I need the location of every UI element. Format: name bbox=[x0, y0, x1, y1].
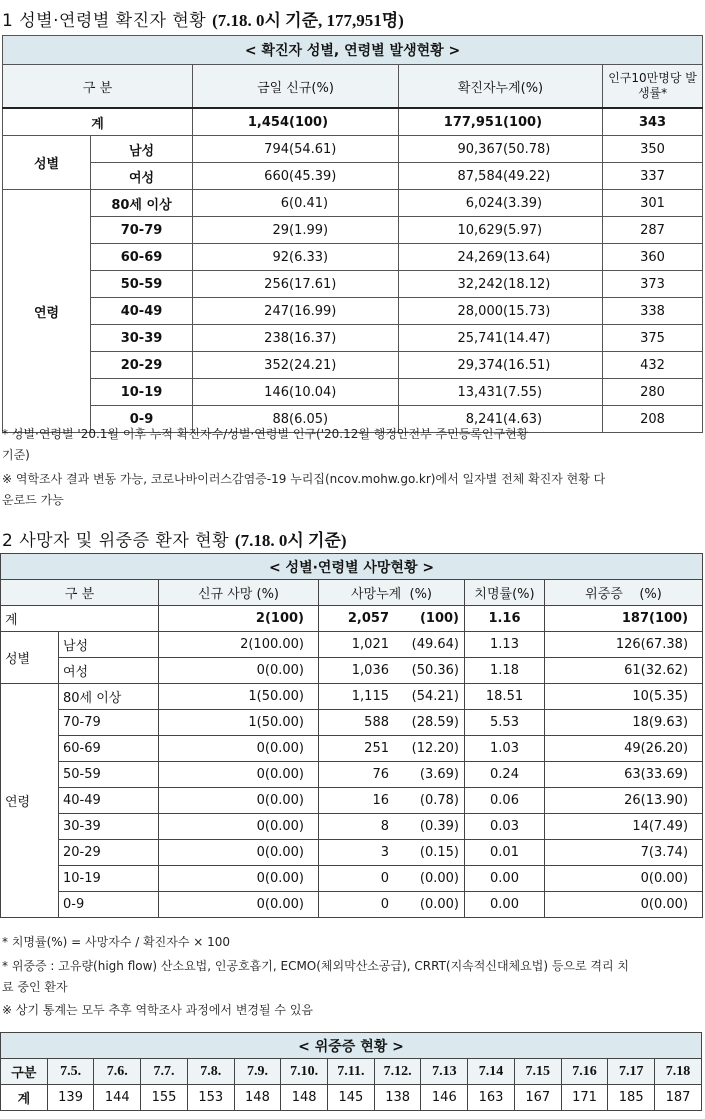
cumulative-deaths-value: 0 bbox=[380, 871, 389, 886]
critical-count-cell: 145 bbox=[328, 1085, 375, 1111]
table-row bbox=[3, 379, 703, 406]
row-label: 60-69 bbox=[91, 244, 193, 271]
date-header-cell: 7.12. bbox=[374, 1059, 421, 1085]
critical-count-cell: 187 bbox=[655, 1085, 702, 1111]
table-row bbox=[3, 136, 703, 163]
new-cases-value: 6 bbox=[280, 195, 289, 211]
new-cases-value: 146 bbox=[264, 384, 289, 400]
date-header-cell: 7.11. bbox=[328, 1059, 375, 1085]
new-cases-cell bbox=[193, 379, 399, 406]
rate-cell: 338 bbox=[603, 298, 703, 325]
cumulative-pct: (16.51) bbox=[503, 357, 551, 373]
fatality-cell: 0.00 bbox=[465, 892, 545, 918]
row-label: 10-19 bbox=[59, 866, 159, 892]
cumulative-deaths-cell bbox=[319, 658, 465, 684]
critical-cell: 61(32.62) bbox=[545, 658, 703, 684]
cumulative-deaths-pct: (0.39) bbox=[419, 819, 459, 834]
new-deaths-cell: 0(0.00) bbox=[159, 840, 319, 866]
cumulative-deaths-value: 0 bbox=[380, 897, 389, 912]
cumulative-deaths-cell bbox=[319, 840, 465, 866]
new-deaths-cell: 0(0.00) bbox=[159, 866, 319, 892]
date-header-cell: 7.14 bbox=[468, 1059, 515, 1085]
row-label: 0-9 bbox=[91, 406, 193, 433]
cumulative-value: 87,584 bbox=[457, 168, 503, 184]
new-cases-pct: (6.33) bbox=[289, 249, 329, 265]
new-cases-pct: (54.61) bbox=[289, 141, 337, 157]
date-header-cell: 7.9. bbox=[234, 1059, 281, 1085]
cumulative-deaths-pct: (0.78) bbox=[419, 793, 459, 808]
new-cases-cell bbox=[193, 271, 399, 298]
cumulative-value: 13,431 bbox=[457, 384, 503, 400]
table-row bbox=[1, 814, 703, 840]
rate-cell: 375 bbox=[603, 325, 703, 352]
new-deaths-cell: 0(0.00) bbox=[159, 762, 319, 788]
table-caption: < 확진자 성별, 연령별 발생현황 > bbox=[3, 36, 703, 65]
critical-count-cell: 153 bbox=[187, 1085, 234, 1111]
new-deaths-cell: 1(50.00) bbox=[159, 684, 319, 710]
cumulative-deaths-pct: (0.15) bbox=[419, 845, 459, 860]
cumulative-deaths-cell bbox=[319, 892, 465, 918]
table-row bbox=[3, 108, 703, 136]
cumulative-deaths-cell bbox=[319, 632, 465, 658]
cumulative-cell bbox=[399, 163, 603, 190]
new-cases-pct: (16.99) bbox=[289, 303, 337, 319]
row-label: 70-79 bbox=[91, 217, 193, 244]
table-row bbox=[1, 632, 703, 658]
table-caption: < 위중증 현황 > bbox=[1, 1033, 702, 1059]
rate-cell: 360 bbox=[603, 244, 703, 271]
header-cell: 신규 사망 (%) bbox=[159, 580, 319, 606]
section1-notes bbox=[2, 424, 605, 511]
table-row bbox=[1, 866, 703, 892]
cumulative-deaths-value: 588 bbox=[364, 715, 389, 730]
cumulative-deaths-value: 16 bbox=[372, 793, 389, 808]
cumulative-cell bbox=[399, 271, 603, 298]
fatality-cell: 1.16 bbox=[465, 606, 545, 632]
new-cases-pct: (0.41) bbox=[289, 195, 329, 211]
cumulative-pct: (100) bbox=[503, 114, 543, 130]
cumulative-deaths-cell bbox=[319, 710, 465, 736]
table-row bbox=[1, 684, 703, 710]
new-deaths-cell: 0(0.00) bbox=[159, 892, 319, 918]
new-cases-cell bbox=[193, 190, 399, 217]
critical-count-cell: 139 bbox=[47, 1085, 94, 1111]
table-row bbox=[3, 190, 703, 217]
row-label: 30-39 bbox=[59, 814, 159, 840]
critical-count-cell: 148 bbox=[234, 1085, 281, 1111]
cumulative-cell bbox=[399, 108, 603, 136]
critical-cell: 63(33.69) bbox=[545, 762, 703, 788]
row-label: 70-79 bbox=[59, 710, 159, 736]
header-cell: 확진자누계(%) bbox=[399, 65, 603, 109]
date-header-cell: 7.5. bbox=[47, 1059, 94, 1085]
new-cases-cell bbox=[193, 298, 399, 325]
note-line: * 성별·연령별 '20.1월 이후 누적 확진자수/성별·연령별 인구('20.12월 행정안전부 주민등록인구현황 bbox=[2, 427, 529, 441]
cumulative-deaths-cell bbox=[319, 762, 465, 788]
cumulative-value: 90,367 bbox=[457, 141, 503, 157]
fatality-cell: 1.18 bbox=[465, 658, 545, 684]
row-label: 40-49 bbox=[59, 788, 159, 814]
new-cases-pct: (1.99) bbox=[289, 222, 329, 238]
new-cases-value: 92 bbox=[272, 249, 289, 265]
row-label: 계 bbox=[1, 1085, 48, 1111]
critical-cell: 10(5.35) bbox=[545, 684, 703, 710]
critical-count-cell: 146 bbox=[421, 1085, 468, 1111]
new-cases-cell bbox=[193, 217, 399, 244]
new-deaths-cell: 0(0.00) bbox=[159, 814, 319, 840]
date-header-cell: 7.15 bbox=[514, 1059, 561, 1085]
table-row bbox=[3, 244, 703, 271]
cumulative-deaths-cell bbox=[319, 606, 465, 632]
date-header-cell: 7.7. bbox=[141, 1059, 188, 1085]
row-label: 60-69 bbox=[59, 736, 159, 762]
cumulative-deaths-pct: (54.21) bbox=[411, 689, 459, 704]
new-cases-cell bbox=[193, 163, 399, 190]
cumulative-pct: (14.47) bbox=[503, 330, 551, 346]
cumulative-value: 10,629 bbox=[457, 222, 503, 238]
note-line: * 위중증 : 고유량(high flow) 산소요법, 인공호흡기, ECMO(체외막산소공급), CRRT(지속적신대체요법) 등으로 격리 치 bbox=[2, 959, 629, 973]
table-caption: < 성별·연령별 사망현황 > bbox=[1, 554, 703, 580]
rate-cell: 373 bbox=[603, 271, 703, 298]
new-cases-pct: (17.61) bbox=[289, 276, 337, 292]
cumulative-deaths-pct: (3.69) bbox=[419, 767, 459, 782]
row-label: 계 bbox=[3, 108, 193, 136]
critical-cell: 126(67.38) bbox=[545, 632, 703, 658]
table-caption-row bbox=[1, 554, 703, 580]
cumulative-value: 6,024 bbox=[465, 195, 503, 211]
note-line: 기준) bbox=[2, 448, 30, 462]
confirmed-cases-table bbox=[2, 35, 703, 433]
cumulative-deaths-value: 3 bbox=[380, 845, 389, 860]
section2-subtitle: (7.18. 0시 기준) bbox=[234, 531, 347, 550]
cumulative-deaths-pct: (50.36) bbox=[411, 663, 459, 678]
critical-cell: 14(7.49) bbox=[545, 814, 703, 840]
section2-notes bbox=[2, 932, 629, 1021]
critical-cell: 187(100) bbox=[545, 606, 703, 632]
table-row bbox=[1, 736, 703, 762]
date-header-cell: 7.10. bbox=[281, 1059, 328, 1085]
table-row bbox=[3, 352, 703, 379]
row-label: 20-29 bbox=[59, 840, 159, 866]
cumulative-value: 28,000 bbox=[457, 303, 503, 319]
header-cell: 구 분 bbox=[1, 580, 159, 606]
cumulative-pct: (4.63) bbox=[503, 411, 543, 427]
cumulative-deaths-value: 251 bbox=[364, 741, 389, 756]
new-deaths-cell: 0(0.00) bbox=[159, 658, 319, 684]
cumulative-deaths-pct: (0.00) bbox=[419, 897, 459, 912]
row-label: 30-39 bbox=[91, 325, 193, 352]
table-row bbox=[1, 840, 703, 866]
cumulative-deaths-value: 1,036 bbox=[351, 663, 389, 678]
rate-cell: 208 bbox=[603, 406, 703, 433]
fatality-cell: 1.13 bbox=[465, 632, 545, 658]
cumulative-cell bbox=[399, 190, 603, 217]
date-header-cell: 7.8. bbox=[187, 1059, 234, 1085]
deaths-table bbox=[0, 553, 703, 918]
cumulative-value: 177,951 bbox=[443, 114, 503, 130]
row-label: 50-59 bbox=[59, 762, 159, 788]
group-label: 성별 bbox=[1, 632, 59, 684]
note-line: 료 중인 환자 bbox=[2, 980, 68, 994]
header-cell: 치명률(%) bbox=[465, 580, 545, 606]
critical-cell: 7(3.74) bbox=[545, 840, 703, 866]
new-deaths-cell: 0(0.00) bbox=[159, 788, 319, 814]
new-cases-pct: (10.04) bbox=[289, 384, 337, 400]
table-row bbox=[1, 710, 703, 736]
cumulative-deaths-cell bbox=[319, 788, 465, 814]
rate-cell: 350 bbox=[603, 136, 703, 163]
header-cell: 인구10만명당 발생률* bbox=[603, 65, 703, 109]
critical-count-cell: 167 bbox=[514, 1085, 561, 1111]
table-caption-row bbox=[1, 1033, 702, 1059]
row-label: 20-29 bbox=[91, 352, 193, 379]
section1-title: 성별·연령별 확진자 현황 bbox=[19, 11, 207, 31]
new-cases-value: 794 bbox=[264, 141, 289, 157]
table-row bbox=[3, 325, 703, 352]
section2-number: 2 bbox=[2, 531, 14, 551]
row-label: 여성 bbox=[91, 163, 193, 190]
cumulative-deaths-pct: (49.64) bbox=[411, 637, 459, 652]
header-cell: 구 분 bbox=[3, 65, 193, 109]
section1-heading bbox=[2, 6, 404, 31]
cumulative-value: 24,269 bbox=[457, 249, 503, 265]
rate-cell: 287 bbox=[603, 217, 703, 244]
date-header-cell: 7.6. bbox=[94, 1059, 141, 1085]
new-cases-cell bbox=[193, 325, 399, 352]
date-header-cell: 7.17 bbox=[608, 1059, 655, 1085]
cumulative-pct: (15.73) bbox=[503, 303, 551, 319]
cumulative-cell bbox=[399, 298, 603, 325]
cumulative-pct: (3.39) bbox=[503, 195, 543, 211]
cumulative-deaths-cell bbox=[319, 814, 465, 840]
cumulative-cell bbox=[399, 325, 603, 352]
cumulative-deaths-cell bbox=[319, 684, 465, 710]
fatality-cell: 0.06 bbox=[465, 788, 545, 814]
table-row bbox=[1, 1085, 702, 1111]
table-header-row bbox=[1, 580, 703, 606]
row-label: 80세 이상 bbox=[59, 684, 159, 710]
header-cell: 구분 bbox=[1, 1059, 48, 1085]
critical-cell: 18(9.63) bbox=[545, 710, 703, 736]
row-label: 50-59 bbox=[91, 271, 193, 298]
table-row bbox=[3, 217, 703, 244]
note-line: * 치명률(%) = 사망자수 / 확진자수 × 100 bbox=[2, 935, 231, 949]
table-row bbox=[3, 163, 703, 190]
row-label: 남성 bbox=[59, 632, 159, 658]
table-row bbox=[3, 271, 703, 298]
fatality-cell: 0.01 bbox=[465, 840, 545, 866]
critical-count-cell: 155 bbox=[141, 1085, 188, 1111]
new-cases-value: 352 bbox=[264, 357, 289, 373]
date-header-cell: 7.18 bbox=[655, 1059, 702, 1085]
critical-cell: 0(0.00) bbox=[545, 892, 703, 918]
cumulative-pct: (7.55) bbox=[503, 384, 543, 400]
table-caption-row bbox=[3, 36, 703, 65]
row-label: 10-19 bbox=[91, 379, 193, 406]
table-row bbox=[1, 892, 703, 918]
table-header-row bbox=[3, 65, 703, 109]
critical-count-cell: 148 bbox=[281, 1085, 328, 1111]
cumulative-deaths-pct: (28.59) bbox=[411, 715, 459, 730]
critical-count-cell: 163 bbox=[468, 1085, 515, 1111]
critical-trend-table bbox=[0, 1032, 702, 1111]
new-deaths-cell: 2(100.00) bbox=[159, 632, 319, 658]
cumulative-pct: (49.22) bbox=[503, 168, 551, 184]
table-row bbox=[1, 658, 703, 684]
table-row bbox=[3, 298, 703, 325]
cumulative-deaths-pct: (0.00) bbox=[419, 871, 459, 886]
new-cases-value: 1,454 bbox=[247, 114, 289, 130]
cumulative-cell bbox=[399, 379, 603, 406]
new-cases-pct: (24.21) bbox=[289, 357, 337, 373]
fatality-cell: 0.03 bbox=[465, 814, 545, 840]
cumulative-deaths-value: 2,057 bbox=[347, 611, 389, 626]
cumulative-deaths-pct: (100) bbox=[419, 611, 459, 626]
cumulative-pct: (5.97) bbox=[503, 222, 543, 238]
new-cases-cell bbox=[193, 136, 399, 163]
row-label: 남성 bbox=[91, 136, 193, 163]
critical-count-cell: 144 bbox=[94, 1085, 141, 1111]
table-row bbox=[1, 606, 703, 632]
new-deaths-cell: 1(50.00) bbox=[159, 710, 319, 736]
cumulative-deaths-pct: (12.20) bbox=[411, 741, 459, 756]
note-line: 운로드 가능 bbox=[2, 493, 64, 507]
fatality-cell: 5.53 bbox=[465, 710, 545, 736]
fatality-cell: 0.00 bbox=[465, 866, 545, 892]
header-cell: 사망누계 (%) bbox=[319, 580, 465, 606]
section1-number: 1 bbox=[2, 11, 14, 31]
new-cases-pct: (45.39) bbox=[289, 168, 337, 184]
table-header-row bbox=[1, 1059, 702, 1085]
date-header-cell: 7.16 bbox=[561, 1059, 608, 1085]
critical-count-cell: 185 bbox=[608, 1085, 655, 1111]
cumulative-deaths-value: 76 bbox=[372, 767, 389, 782]
cumulative-pct: (18.12) bbox=[503, 276, 551, 292]
fatality-cell: 18.51 bbox=[465, 684, 545, 710]
new-cases-value: 660 bbox=[264, 168, 289, 184]
cumulative-cell bbox=[399, 217, 603, 244]
section2-title: 사망자 및 위중증 환자 현황 bbox=[19, 531, 229, 551]
group-label: 성별 bbox=[3, 136, 91, 190]
row-label: 40-49 bbox=[91, 298, 193, 325]
date-header-cell: 7.13 bbox=[421, 1059, 468, 1085]
cumulative-cell bbox=[399, 244, 603, 271]
critical-cell: 49(26.20) bbox=[545, 736, 703, 762]
cumulative-deaths-cell bbox=[319, 736, 465, 762]
cumulative-pct: (13.64) bbox=[503, 249, 551, 265]
row-label: 0-9 bbox=[59, 892, 159, 918]
section1-subtitle: (7.18. 0시 기준, 177,951명) bbox=[212, 11, 404, 30]
new-deaths-cell: 0(0.00) bbox=[159, 736, 319, 762]
table-row bbox=[1, 762, 703, 788]
critical-cell: 0(0.00) bbox=[545, 866, 703, 892]
row-label: 여성 bbox=[59, 658, 159, 684]
rate-cell: 337 bbox=[603, 163, 703, 190]
new-cases-value: 238 bbox=[264, 330, 289, 346]
group-label: 연령 bbox=[1, 684, 59, 918]
cumulative-deaths-value: 1,021 bbox=[351, 637, 389, 652]
new-cases-pct: (16.37) bbox=[289, 330, 337, 346]
new-cases-pct: (6.05) bbox=[289, 411, 329, 427]
new-deaths-cell: 2(100) bbox=[159, 606, 319, 632]
cumulative-cell bbox=[399, 352, 603, 379]
note-line: ※ 상기 통계는 모두 추후 역학조사 과정에서 변경될 수 있음 bbox=[2, 1003, 314, 1017]
cumulative-deaths-value: 8 bbox=[380, 819, 389, 834]
header-cell: 금일 신규(%) bbox=[193, 65, 399, 109]
new-cases-value: 29 bbox=[272, 222, 289, 238]
new-cases-pct: (100) bbox=[289, 114, 329, 130]
new-cases-value: 88 bbox=[272, 411, 289, 427]
new-cases-cell bbox=[193, 244, 399, 271]
rate-cell: 280 bbox=[603, 379, 703, 406]
row-label: 계 bbox=[1, 606, 159, 632]
critical-cell: 26(13.90) bbox=[545, 788, 703, 814]
cumulative-deaths-cell bbox=[319, 866, 465, 892]
new-cases-cell bbox=[193, 108, 399, 136]
cumulative-value: 29,374 bbox=[457, 357, 503, 373]
new-cases-value: 247 bbox=[264, 303, 289, 319]
note-line: ※ 역학조사 결과 변동 가능, 코로나바이러스감염증-19 누리집(ncov.mohw.go.kr)에서 일자별 전체 확진자 현황 다 bbox=[2, 472, 606, 486]
cumulative-cell bbox=[399, 136, 603, 163]
cumulative-value: 32,242 bbox=[457, 276, 503, 292]
table-row bbox=[1, 788, 703, 814]
section2-heading bbox=[2, 526, 347, 551]
group-label: 연령 bbox=[3, 190, 91, 433]
cumulative-deaths-value: 1,115 bbox=[351, 689, 389, 704]
header-cell: 위중증 (%) bbox=[545, 580, 703, 606]
new-cases-value: 256 bbox=[264, 276, 289, 292]
critical-count-cell: 138 bbox=[374, 1085, 421, 1111]
rate-cell: 301 bbox=[603, 190, 703, 217]
new-cases-cell bbox=[193, 352, 399, 379]
critical-count-cell: 171 bbox=[561, 1085, 608, 1111]
rate-cell: 343 bbox=[603, 108, 703, 136]
row-label: 80세 이상 bbox=[91, 190, 193, 217]
cumulative-value: 8,241 bbox=[465, 411, 503, 427]
cumulative-value: 25,741 bbox=[457, 330, 503, 346]
rate-cell: 432 bbox=[603, 352, 703, 379]
cumulative-pct: (50.78) bbox=[503, 141, 551, 157]
fatality-cell: 0.24 bbox=[465, 762, 545, 788]
fatality-cell: 1.03 bbox=[465, 736, 545, 762]
